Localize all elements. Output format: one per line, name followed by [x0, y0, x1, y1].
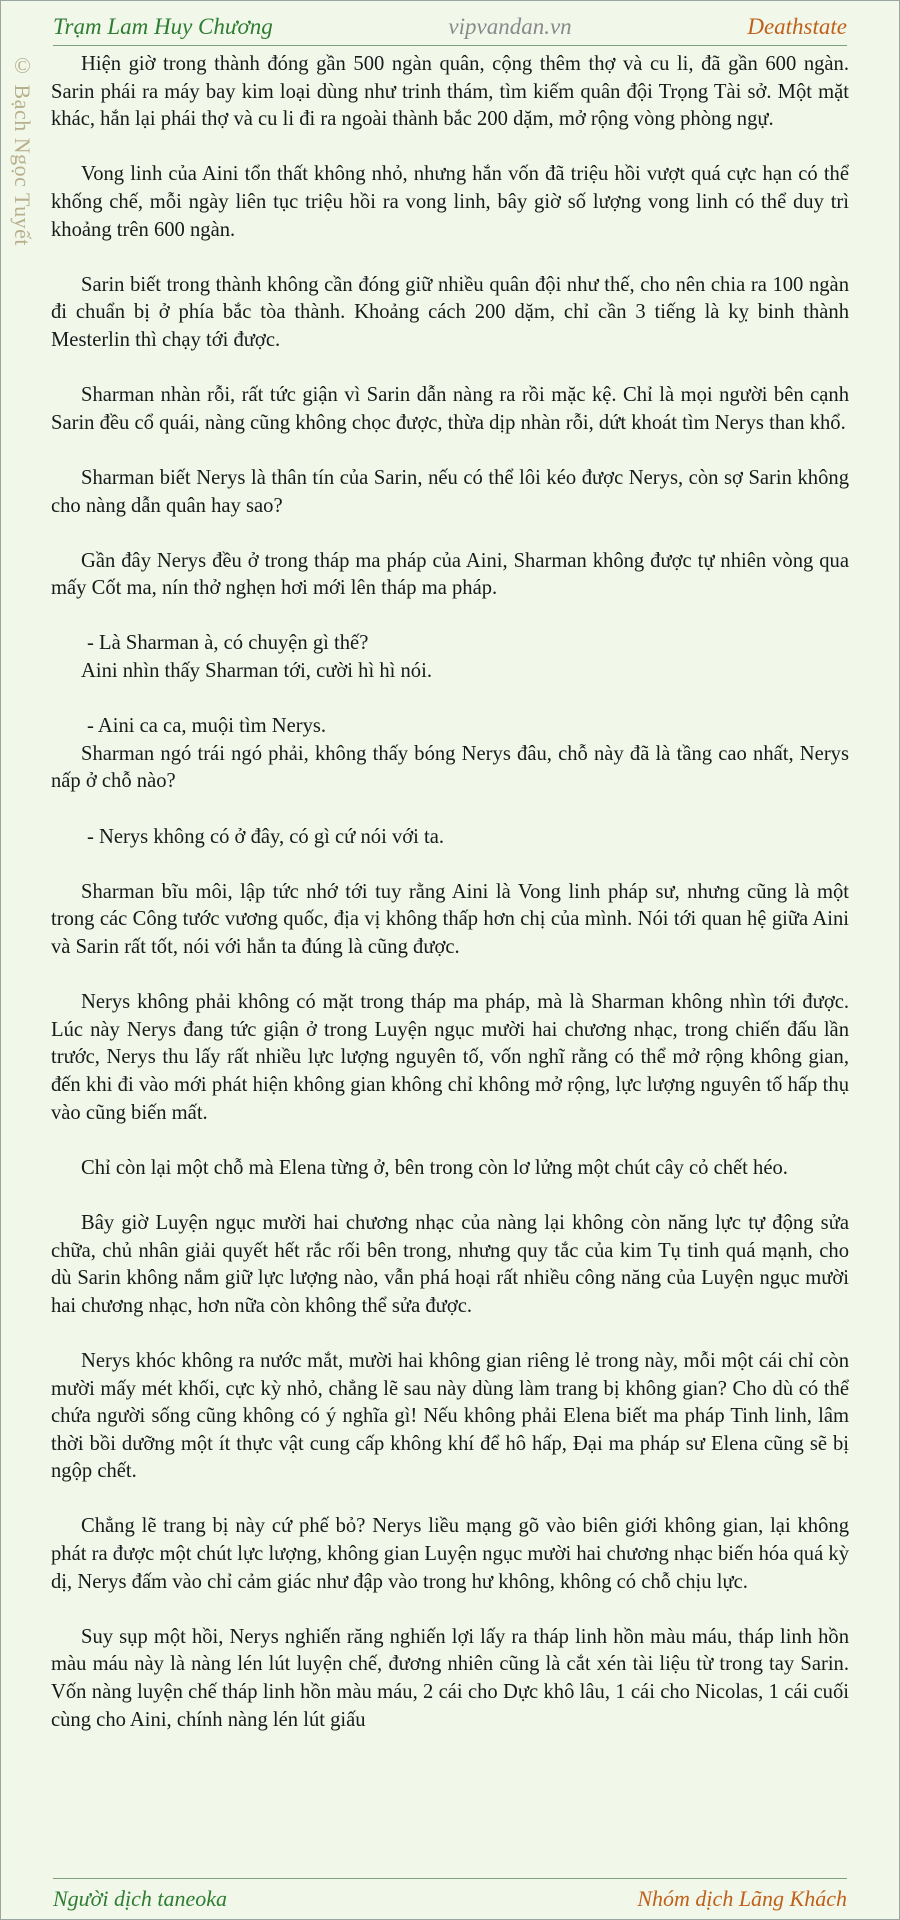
paragraph: Chỉ còn lại một chỗ mà Elena từng ở, bên trong còn lơ lửng một chút cây cỏ chết héo.	[81, 1156, 788, 1179]
paragraph: Sharman biết Nerys là thân tín của Sarin, nếu có thể lôi kéo được Nerys, còn sợ Sarin không cho nàng dẫn quân hay sao?	[51, 466, 849, 517]
paragraph: Chẳng lẽ trang bị này cứ phế bỏ? Nerys liều mạng gõ vào biên giới không gian, lại không phát ra được một chút lực lượng, không gian Luyện ngục mười hai chương nhạc biến hóa quá kỳ dị, Nerys đấm vào chỉ cảm giác như đập vào trong hư không, không có chỗ chịu lực.	[51, 1515, 849, 1593]
group-credit: Nhóm dịch Lãng Khách	[637, 1886, 847, 1911]
site-name: Trạm Lam Huy Chương	[53, 14, 273, 39]
translator-credit: Người dịch taneoka	[53, 1886, 228, 1911]
paragraph: Sharman bĩu môi, lập tức nhớ tới tuy rằng Aini là Vong linh pháp sư, nhưng cũng là một trong các Công tước vương quốc, địa vị không thấp hơn chị của mình. Nói tới quan hệ giữa Aini và Sarin rất tốt, nói với hắn ta đúng là cũng được.	[51, 880, 849, 958]
dialogue-line: - Nerys không có ở đây, có gì cứ nói với ta.	[87, 825, 445, 848]
paragraph: Hiện giờ trong thành đóng gần 500 ngàn quân, cộng thêm thợ và cu li, đã gần 600 ngàn. Sarin phái ra máy bay kim loại dùng như trinh thám, tìm kiếm quân đội Trọng Tài sở. Một mặt khác, hắn lại phái thợ và cu li đi ra ngoài thành bắc 200 dặm, mở rộng vòng phòng ngự.	[51, 53, 849, 131]
chapter-text	[51, 51, 849, 1877]
page-header	[53, 9, 847, 46]
paragraph: Nerys không phải không có mặt trong tháp ma pháp, mà là Sharman không nhìn tới được. Lúc này Nerys đang tức giận ở trong Luyện ngục mười hai chương nhạc, trong chiến đấu lần trước, Nerys thu lấy rất nhiều lực lượng nguyên tố, vốn nghĩ rằng có thể mở rộng không gian, đến khi đi vào mới phát hiện không gian không chỉ không mở rộng, lực lượng nguyên tố hấp thụ vào cũng biến mất.	[51, 991, 849, 1124]
paragraph: Vong linh của Aini tổn thất không nhỏ, nhưng hắn vốn đã triệu hồi vượt quá cực hạn có thể khống chế, mỗi ngày liên tục triệu hồi ra vong linh, bây giờ số lượng vong linh có thể duy trì khoảng trên 600 ngàn.	[51, 163, 849, 241]
story-title: Deathstate	[747, 14, 847, 39]
dialogue-line: - Là Sharman à, có chuyện gì thế?	[87, 632, 369, 655]
paragraph: Sarin biết trong thành không cần đóng giữ nhiều quân đội như thế, cho nên chia ra 100 ngàn đi chuẩn bị ở phía bắc tòa thành. Khoảng cách 200 dặm, chỉ cần 3 tiếng là kỵ binh thành Mesterlin thì chạy tới được.	[51, 273, 849, 351]
paragraph: Nerys khóc không ra nước mắt, mười hai không gian riêng lẻ trong này, mỗi một cái chỉ còn mười mấy mét khối, cực kỳ nhỏ, chẳng lẽ sau này dùng làm trang bị không gian? Cho dù có thể chứa người sống cũng không có ý nghĩa gì! Nếu không phải Elena biết ma pháp Tinh linh, lâm thời bồi dưỡng một ít thực vật cung cấp không khí để hô hấp, Đại ma pháp sư Elena cũng sẽ bị ngộp chết.	[51, 1349, 849, 1483]
site-domain: vipvandan.vn	[448, 14, 572, 39]
paragraph: Suy sụp một hồi, Nerys nghiến răng nghiến lợi lấy ra tháp linh hồn màu máu, tháp linh hồn màu máu này là nàng lén lút luyện chế, đương nhiên cũng là cắt xén tài liệu từ trong tay Sarin. Vốn nàng luyện chế tháp linh hồn màu máu, 2 cái cho Dực khô lâu, 1 cái cho Nicolas, 1 cái cuối cùng cho Aini, chính nàng lén lút giấu	[51, 1625, 849, 1731]
paragraph: Sharman nhàn rỗi, rất tức giận vì Sarin dẫn nàng ra rồi mặc kệ. Chỉ là mọi người bên cạnh Sarin đều cổ quái, nàng cũng không chọc được, thừa dịp nhàn rỗi, dứt khoát tìm Nerys than khổ.	[51, 384, 849, 434]
paragraph: Sharman ngó trái ngó phải, không thấy bóng Nerys đâu, chỗ này đã là tầng cao nhất, Nerys nấp ở chỗ nào?	[51, 742, 849, 793]
page-footer	[53, 1878, 847, 1919]
paragraph: Bây giờ Luyện ngục mười hai chương nhạc của nàng lại không còn năng lực tự động sửa chữa, chủ nhân giải quyết hết rắc rối bên trong, nhưng quy tắc của kim Tụ tinh quá mạnh, cho dù Sarin không nắm giữ lực lượng nào, vẫn phá hoại rất nhiều công năng của Luyện ngục mười hai chương nhạc, hơn nữa còn không thể sửa được.	[51, 1211, 849, 1317]
side-watermark: © Bạch Ngọc Tuyết	[10, 53, 35, 246]
dialogue-line: - Aini ca ca, muội tìm Nerys.	[87, 715, 327, 738]
paragraph: Gần đây Nerys đều ở trong tháp ma pháp của Aini, Sharman không được tự nhiên vòng qua mấy Cốt ma, nín thở nghẹn hơi mới lên tháp ma pháp.	[51, 549, 849, 600]
paragraph: Aini nhìn thấy Sharman tới, cười hì hì nói.	[81, 660, 432, 683]
